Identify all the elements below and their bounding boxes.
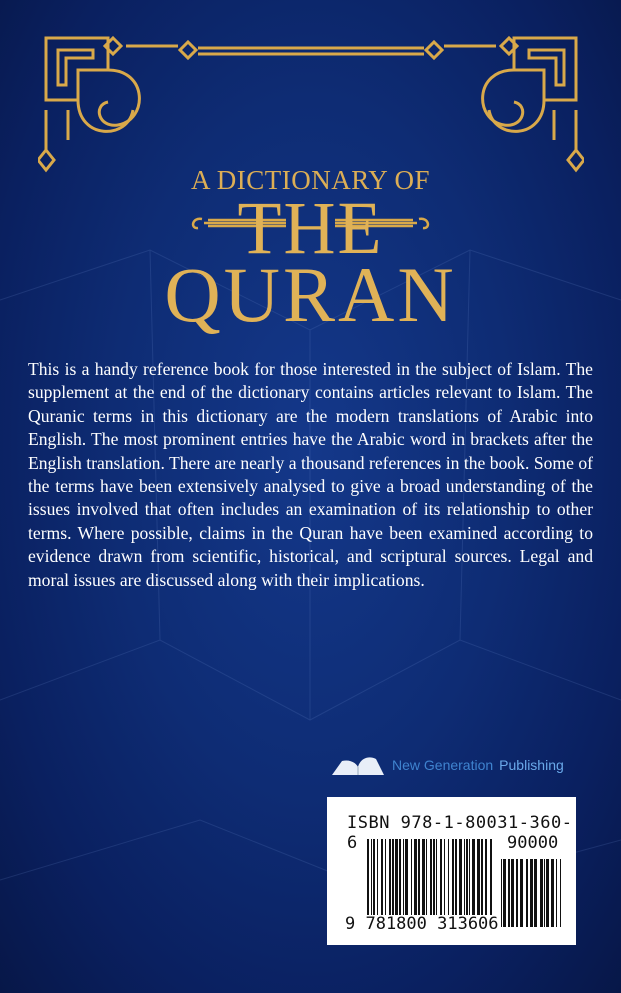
barcode-bar	[381, 839, 383, 915]
barcode-bar	[485, 839, 487, 915]
top-ornament-border	[38, 30, 584, 175]
barcode-bar	[551, 859, 554, 927]
barcode-bar	[455, 839, 457, 915]
barcode-bar	[411, 839, 412, 915]
publisher-logo	[330, 753, 564, 777]
barcode-bar	[466, 839, 468, 915]
barcode-bar	[414, 839, 417, 915]
barcode-bar	[511, 859, 514, 927]
barcode-bar	[426, 839, 427, 915]
barcode-bar	[405, 839, 408, 915]
barcode-bar	[459, 839, 462, 915]
isbn-barcode-box	[327, 797, 576, 945]
barcode-bar	[464, 839, 465, 915]
isbn-text: ISBN 978-1-80031-360-6	[347, 813, 573, 853]
barcode-bar	[472, 839, 475, 915]
barcode-bar	[367, 839, 369, 915]
barcode-bar	[440, 839, 442, 915]
barcode-bar	[433, 839, 435, 915]
barcode-bar	[556, 859, 557, 927]
barcode-bar	[452, 839, 454, 915]
publisher-name-part2: Publishing	[499, 757, 564, 773]
barcode-bar	[520, 859, 523, 927]
barcode-bar	[444, 839, 445, 915]
book-title-line1: THE	[237, 186, 384, 270]
barcode-bar	[534, 859, 537, 927]
barcode-bar	[508, 859, 510, 927]
barcode-bar	[385, 839, 386, 915]
open-book-icon	[330, 753, 386, 777]
price-addon-code: 90000	[507, 833, 559, 853]
barcode-bar	[469, 839, 470, 915]
barcode-bar	[430, 839, 432, 915]
barcode-bar	[399, 839, 401, 915]
barcode-bar	[540, 859, 543, 927]
barcode-bar	[481, 839, 483, 915]
barcode-bar	[544, 859, 545, 927]
barcode-bar	[516, 859, 518, 927]
barcode-bar	[526, 859, 528, 927]
barcode-bar	[392, 839, 394, 915]
barcode-bar	[503, 859, 506, 927]
book-subtitle: A DICTIONARY OF	[190, 165, 431, 195]
barcode-bar	[377, 839, 378, 915]
barcode-bar	[373, 839, 375, 915]
ean-number: 9 781800 313606	[345, 914, 499, 934]
barcode-bar	[422, 839, 425, 915]
barcode-bar	[395, 839, 398, 915]
barcode-bar	[371, 839, 372, 915]
barcode-bar	[403, 839, 404, 915]
barcode-bar	[436, 839, 437, 915]
barcode-bar	[477, 839, 480, 915]
barcode-bar	[530, 859, 533, 927]
barcode-bar	[448, 839, 449, 915]
barcode-bar	[501, 859, 502, 927]
barcode-bar	[490, 839, 492, 915]
barcode-bar	[560, 859, 561, 927]
book-description: This is a handy reference book for those interested in the subject of Islam. The supplement at the end of the dictionary contains articles relevant to Islam. The Quranic terms in this dictionary are the modern translations of Arabic into English. The most prominent entries have the Arabic word in brackets after the English translation. There are nearly a thousand references in the book. Some of the terms have been extensively analysed to give a broad understanding of the issues involved that often includes an examination of its relationship to other terms. Where possible, claims in the Quran have been examined according to evidence drawn from scientific, historical, and scriptural sources. Legal and moral issues are discussed along with their implications.	[28, 359, 593, 590]
barcode-bar	[418, 839, 420, 915]
publisher-name-part1: New Generation	[392, 757, 494, 773]
barcode-bar	[546, 859, 549, 927]
barcode-bar	[389, 839, 391, 915]
book-title-line2: QURAN	[164, 251, 457, 338]
